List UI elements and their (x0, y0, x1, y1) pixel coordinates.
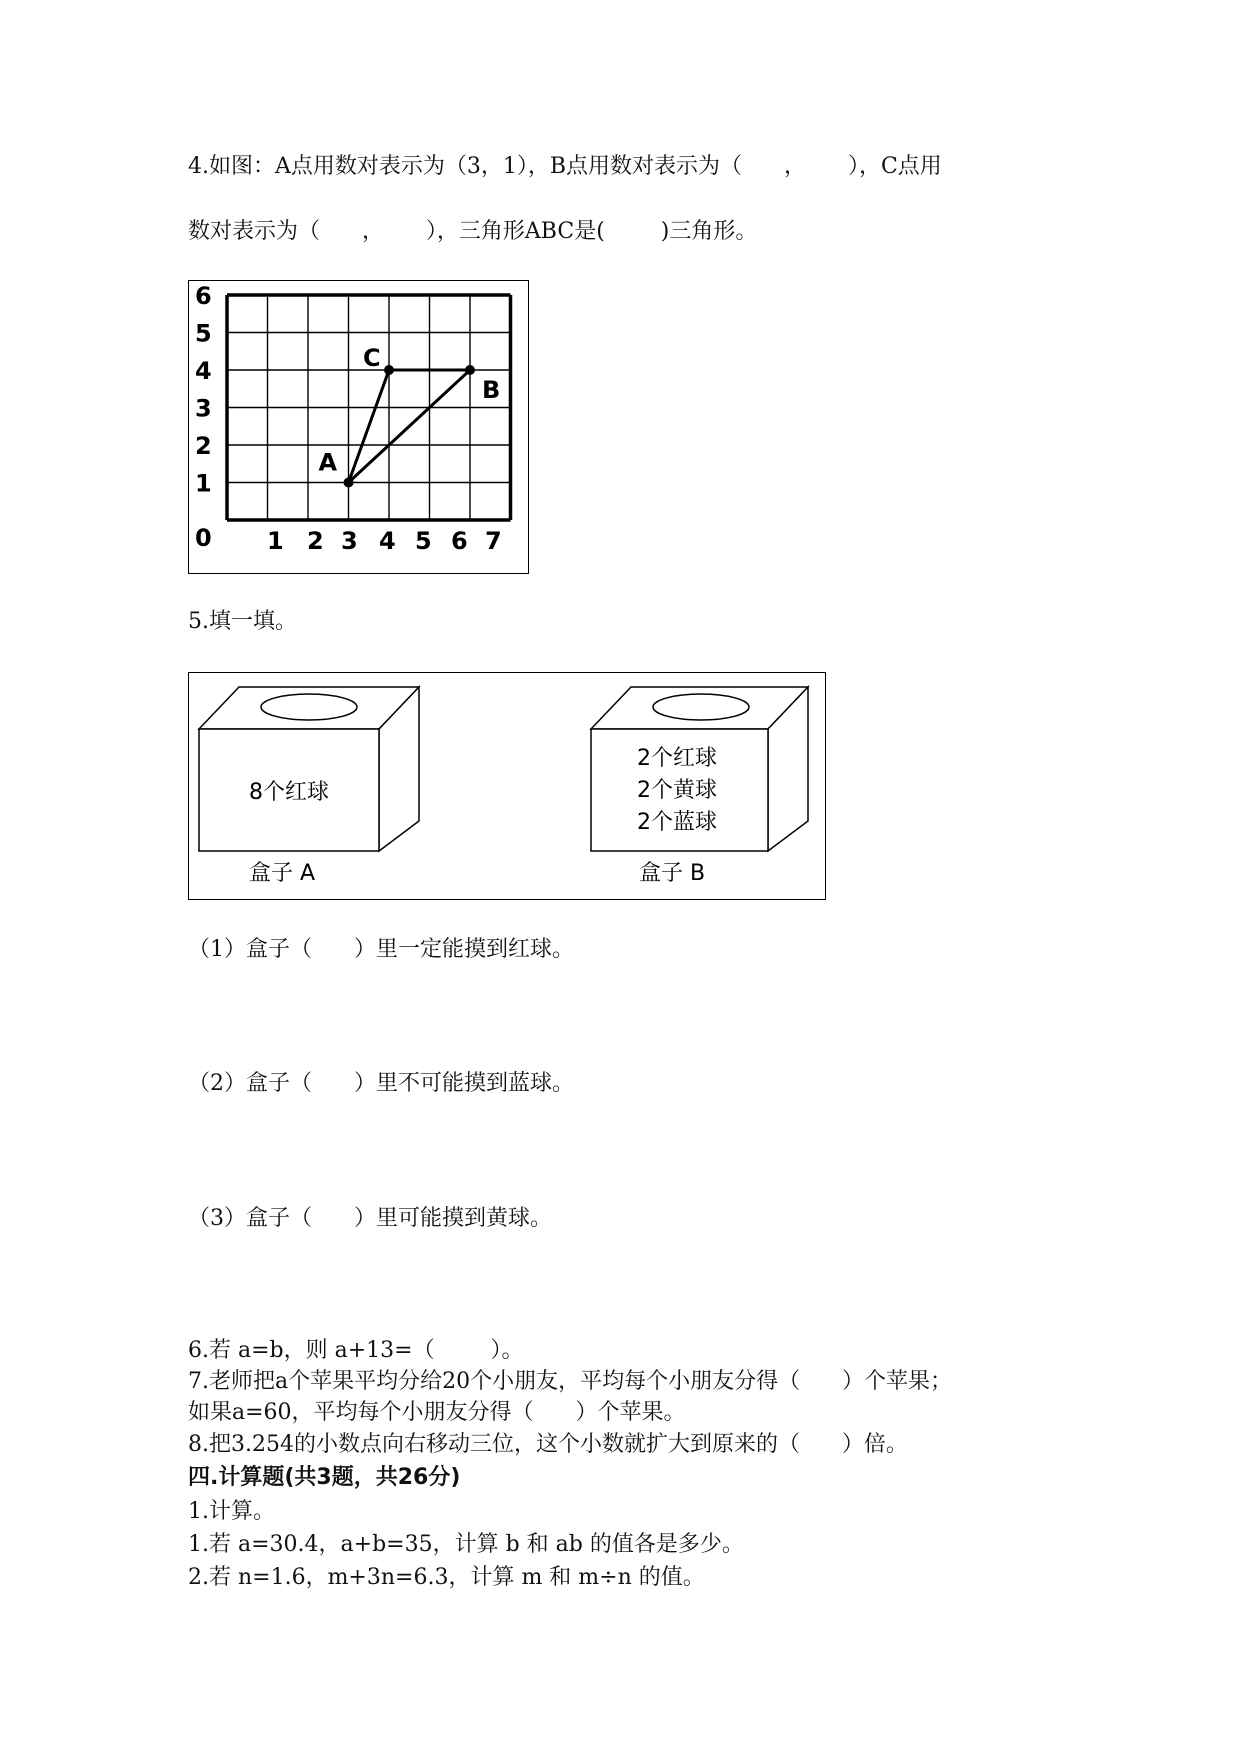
x-tick-label: 2 (307, 527, 324, 555)
point-a (344, 478, 354, 488)
section4-heading: 四.计算题(共3题，共26分) (188, 1465, 461, 1490)
triangle-abc (319, 344, 501, 488)
point-a-label: A (318, 448, 338, 477)
section4-item-title: 1.计算。 (188, 1499, 275, 1524)
x-axis-labels (267, 527, 502, 555)
y-tick-label: 6 (195, 282, 212, 310)
section4-problem-1: 1.若 a=30.4，a+b=35，计算 b 和 ab 的值各是多少。 (188, 1532, 744, 1557)
box-a (199, 687, 419, 851)
x-tick-label: 3 (341, 527, 358, 555)
box-a-caption: 盒子 A (249, 861, 316, 886)
x-tick-label: 6 (451, 527, 468, 555)
point-b (465, 365, 475, 375)
box-b-caption: 盒子 B (639, 861, 706, 886)
q8: 8.把3.254的小数点向右移动三位，这个小数就扩大到原来的（ ）倍。 (188, 1432, 908, 1457)
x-tick-label: 5 (415, 527, 432, 555)
box-b-line-1: 2个红球 (637, 746, 717, 771)
coordinate-grid-figure (188, 280, 529, 574)
box-a-content: 8个红球 (249, 780, 329, 805)
q5-sub1: （1）盒子（ ）里一定能摸到红球。 (188, 937, 574, 962)
box-b-opening (653, 694, 749, 720)
box-b-line-2: 2个黄球 (637, 778, 717, 803)
section4-problem-2: 2.若 n=1.6，m+3n=6.3，计算 m 和 m÷n 的值。 (188, 1565, 705, 1590)
y-tick-label: 2 (195, 432, 212, 460)
q4-line2: 数对表示为（ ， ），三角形ABC是( )三角形。 (188, 219, 758, 244)
grid-lines (227, 295, 511, 520)
y-tick-label: 5 (195, 319, 212, 348)
q5-title: 5.填一填。 (188, 609, 297, 634)
boxes-figure (188, 672, 826, 900)
q4-line1: 4.如图：A点用数对表示为（3，1），B点用数对表示为（ ， ），C点用 (188, 154, 942, 179)
point-c (384, 365, 394, 375)
triangle-edges (349, 370, 471, 483)
y-tick-label: 3 (195, 394, 212, 423)
box-a-opening (261, 694, 357, 720)
point-c-label: C (363, 344, 381, 372)
y-tick-label: 1 (195, 469, 212, 498)
box-b-line-3: 2个蓝球 (637, 810, 717, 835)
x-tick-label: 4 (379, 527, 396, 555)
boxes-svg (189, 673, 824, 898)
q6: 6.若 a=b，则 a+13=（ ）。 (188, 1338, 524, 1363)
coordinate-grid-svg (189, 281, 527, 572)
q5-sub2: （2）盒子（ ）里不可能摸到蓝球。 (188, 1071, 574, 1096)
q7-line1: 7.老师把a个苹果平均分给20个小朋友，平均每个小朋友分得（ ）个苹果； (188, 1369, 953, 1394)
y-tick-label: 0 (195, 524, 212, 552)
x-tick-label: 7 (485, 527, 502, 555)
y-tick-label: 4 (195, 357, 212, 385)
q7-line2: 如果a=60，平均每个小朋友分得（ ）个苹果。 (188, 1400, 686, 1425)
y-axis-labels (195, 282, 212, 552)
x-tick-label: 1 (267, 527, 284, 555)
q5-sub3: （3）盒子（ ）里可能摸到黄球。 (188, 1206, 552, 1231)
point-b-label: B (482, 376, 501, 404)
